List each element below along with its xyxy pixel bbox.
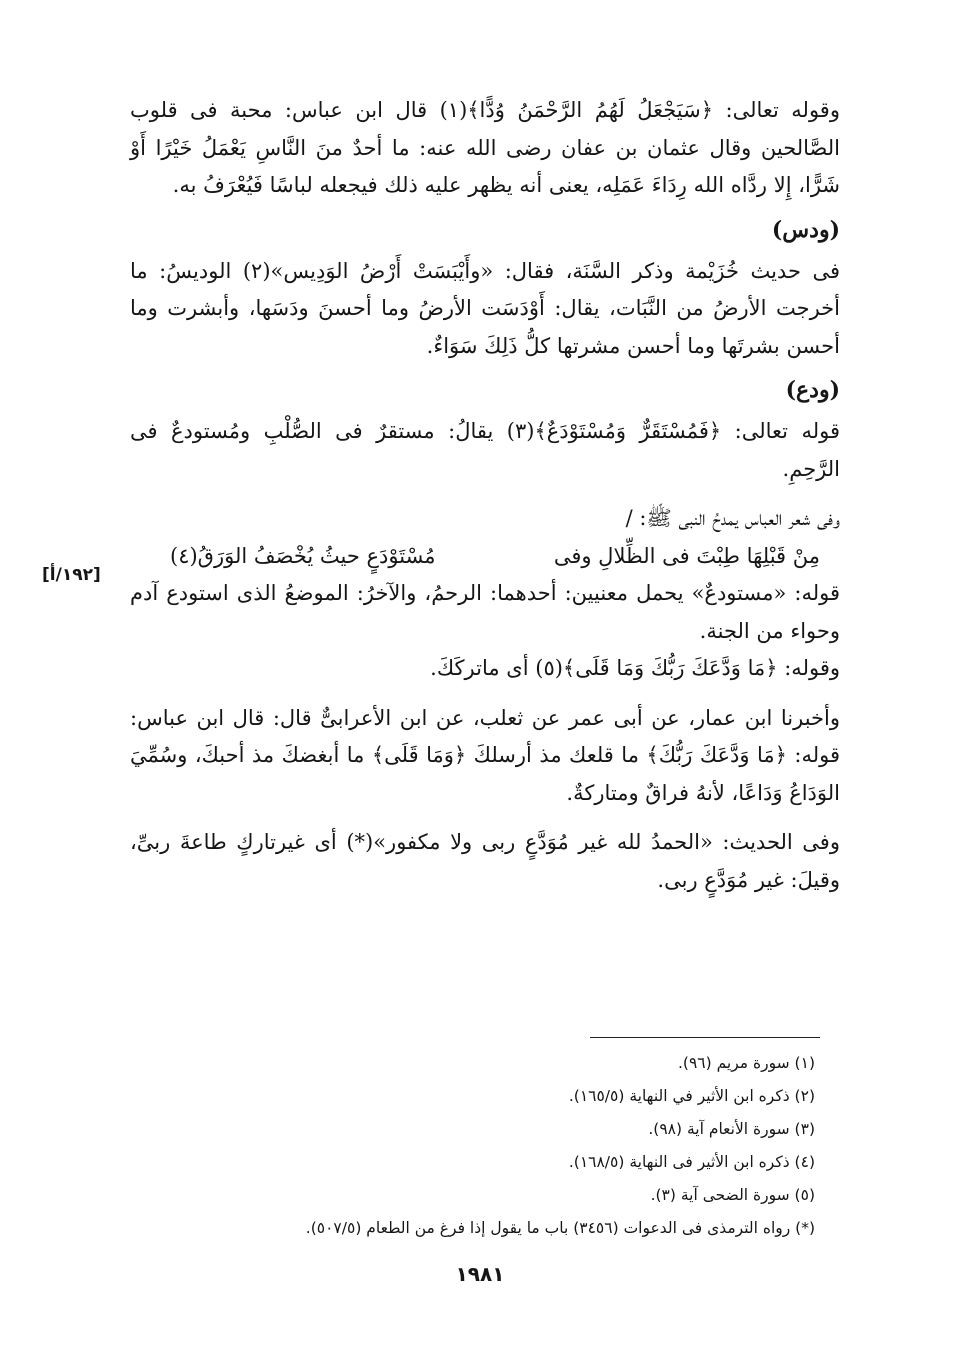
poem-hemistich-first: مِنْ قَبْلِهَا طِبْتَ فى الظِّلالِ وفى — [553, 543, 820, 568]
footnote-2: (٢) ذكره ابن الأثير في النهاية (١٦٥/٥). — [568, 1087, 815, 1105]
heading-wads: (ودس) — [771, 216, 840, 243]
footnote-4: (٤) ذكره ابن الأثير فى النهاية (١٦٨/٥). — [568, 1153, 815, 1171]
paragraph-poem-intro: وفى شعر العباس يمدحُ النبى ﷺ: / — [625, 506, 840, 530]
paragraph-ma-waddaak: وقوله: ﴿مَا وَدَّعَكَ رَبُّكَ وَمَا قَلَى﴾(٥) أى ماتركَكَ. — [430, 656, 840, 680]
page-number: ١٩٨١ — [455, 1262, 505, 1286]
footnote-5: (٥) سورة الضحى آية (٣). — [650, 1186, 815, 1204]
footnote-star: (*) رواه الترمذى فى الدعوات (٣٤٥٦) باب ما يقول إذا فرغ من الطعام (٥٠٧/٥). — [305, 1219, 815, 1237]
paragraph-wudd: وقوله تعالى: ﴿سَيَجْعَلُ لَهُمُ الرَّحْمَنُ وُدًّا﴾(١) قال ابن عباس: محبة فى قلوب الصَّالحين وقال عثمان بن عفان رضى الله عنه: ما أحدٌ منَ النَّاسِ يَعْمَلُ خَيْرًا أَوْ شَرًّا، إِلا ردَّاه الله رِدَاءَ عَمَلِه، يعنى أنه يظهر عليه ذلك فيجعله لباسًا فَيُعْرَفُ به. — [130, 98, 840, 197]
footnote-divider — [590, 1037, 820, 1038]
poem-hemistich-second: مُسْتَوْدَعٍ حيثُ يُخْصَفُ الوَرَقُ(٤) — [170, 543, 436, 568]
poem-verse — [130, 538, 840, 576]
page-body — [130, 92, 840, 899]
paragraph-wadis: فى حديث خُزَيْمة وذكر السَّنَة، فقال: «وأَيْبَسَتْ أَرْضُ الوَدِيس»(٢) الوديسُ: ما أخرجت الأرضُ من النَّبَات، يقال: أَوْدَسَت الأرضُ وما أحسنَ ودَسَها، وأبشرت وما أحسن بشرتَها وما أحسن مشرتها كلُّ ذَلِكَ سَوَاءٌ. — [130, 258, 840, 358]
margin-folio-reference: [١٩٢/أ] — [42, 565, 101, 585]
heading-wada: (ودع) — [785, 377, 840, 403]
footnote-1: (١) سورة مريم (٩٦). — [678, 1054, 815, 1072]
footnote-3: (٣) سورة الأنعام آية (٩٨). — [648, 1120, 815, 1138]
footnotes — [175, 1047, 815, 1245]
paragraph-mustawda: قوله تعالى: ﴿فَمُسْتَقَرٌّ وَمُسْتَوْدَعٌ﴾(٣) يقالُ: مستقرٌ فى الصُّلْبِ ومُستودعٌ فى الرَّحِمِ. — [130, 419, 840, 481]
paragraph-ibn-abbas: وأخبرنا ابن عمار، عن أبى عمر عن ثعلب، عن ابن الأعرابىٌّ قال: قال ابن عباس: قوله: ﴿مَا وَدَّعَكَ رَبُّكَ﴾ ما قلعك مذ أرسلكَ ﴿وَمَا قَلَى﴾ ما أبغضكَ مذ أحبكَ، وسُمِّيَ الوَدَاعُ وَدَاعًا، لأنهُ فراقٌ ومتاركةٌ. — [130, 705, 841, 805]
paragraph-hadith: وفى الحديث: «الحمدُ لله غير مُوَدَّعٍ ربى ولا مكفور»(*) أى غيرتاركٍ طاعةَ ربىِّ، وقيلَ: غير مُوَدَّعٍ ربى. — [130, 830, 840, 892]
paragraph-two-meanings: قوله: «مستودعٌ» يحمل معنيين: أحدهما: الرحمُ، والآخرُ: الموضعُ الذى استودع آدم وحواء من الجنة. — [130, 581, 840, 643]
